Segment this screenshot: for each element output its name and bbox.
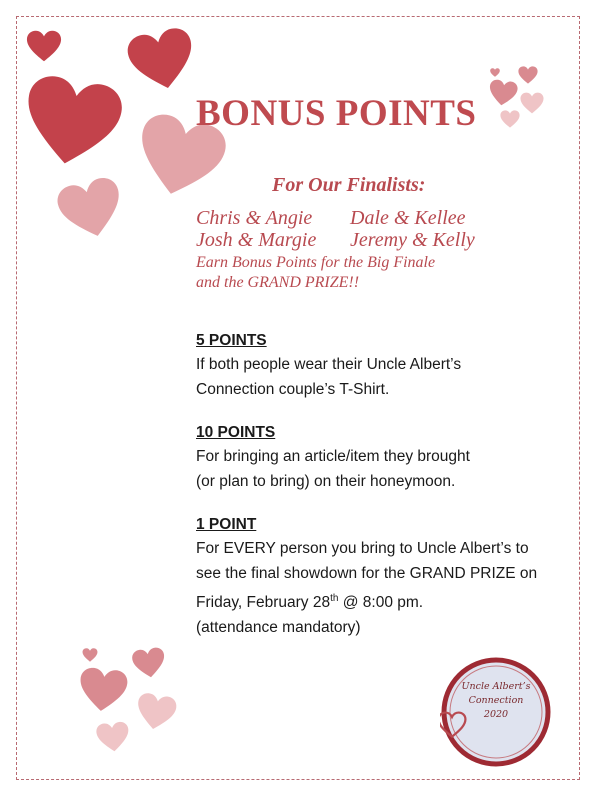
section-line: see the final showdown for the GRAND PRIZE on	[196, 565, 538, 582]
heart-icon	[76, 666, 130, 715]
uncle-alberts-connection-logo	[440, 656, 552, 768]
section-line: For EVERY person you bring to Uncle Albert’s to	[196, 540, 529, 557]
event-time: @ 8:00 pm.	[338, 594, 424, 612]
earn-line: Earn Bonus Points for the Big Finale	[196, 254, 436, 271]
section-heading: 5 POINTS	[196, 332, 267, 349]
logo-line: Uncle Albert’s	[461, 681, 531, 692]
heart-icon	[500, 110, 520, 128]
section-heading: 10 POINTS	[196, 424, 276, 441]
earn-line: and the GRAND PRIZE!!	[196, 274, 360, 291]
heart-icon	[13, 70, 131, 175]
couple-name: Chris & Angie	[196, 207, 313, 229]
heart-icon	[26, 30, 62, 62]
heart-icon	[133, 691, 179, 733]
points-section-1	[196, 514, 576, 640]
event-date-line	[196, 586, 576, 615]
couple-name: Dale & Kellee	[350, 207, 466, 229]
heart-icon	[520, 92, 544, 114]
section-line: For bringing an article/item they brought	[196, 448, 470, 465]
heart-icon	[518, 66, 538, 84]
heart-icon	[82, 648, 98, 662]
earn-bonus-text	[196, 253, 536, 293]
couple-name: Josh & Margie	[196, 229, 317, 251]
section-heading: 1 POINT	[196, 516, 257, 533]
heart-icon	[130, 646, 168, 680]
section-line: (or plan to bring) on their honeymoon.	[196, 473, 456, 490]
logo-line: Connection	[468, 695, 524, 706]
couples-list	[196, 207, 510, 251]
section-line: If both people wear their Uncle Albert’s	[196, 356, 462, 373]
date-ordinal: th	[330, 593, 339, 604]
heart-icon	[490, 68, 500, 77]
heart-icon	[486, 78, 519, 108]
subtitle: For Our Finalists:	[272, 174, 426, 196]
event-date: Friday, February 28	[196, 594, 331, 612]
points-section-5	[196, 330, 576, 402]
couple-name: Jeremy & Kelly	[350, 229, 475, 251]
heart-icon	[95, 720, 132, 753]
points-section-10	[196, 422, 576, 494]
section-line: (attendance mandatory)	[196, 619, 361, 637]
page-title: BONUS POINTS	[196, 93, 477, 134]
section-line: Connection couple’s T-Shirt.	[196, 381, 390, 398]
logo-text	[440, 680, 552, 722]
logo-line: 2020	[483, 709, 509, 720]
